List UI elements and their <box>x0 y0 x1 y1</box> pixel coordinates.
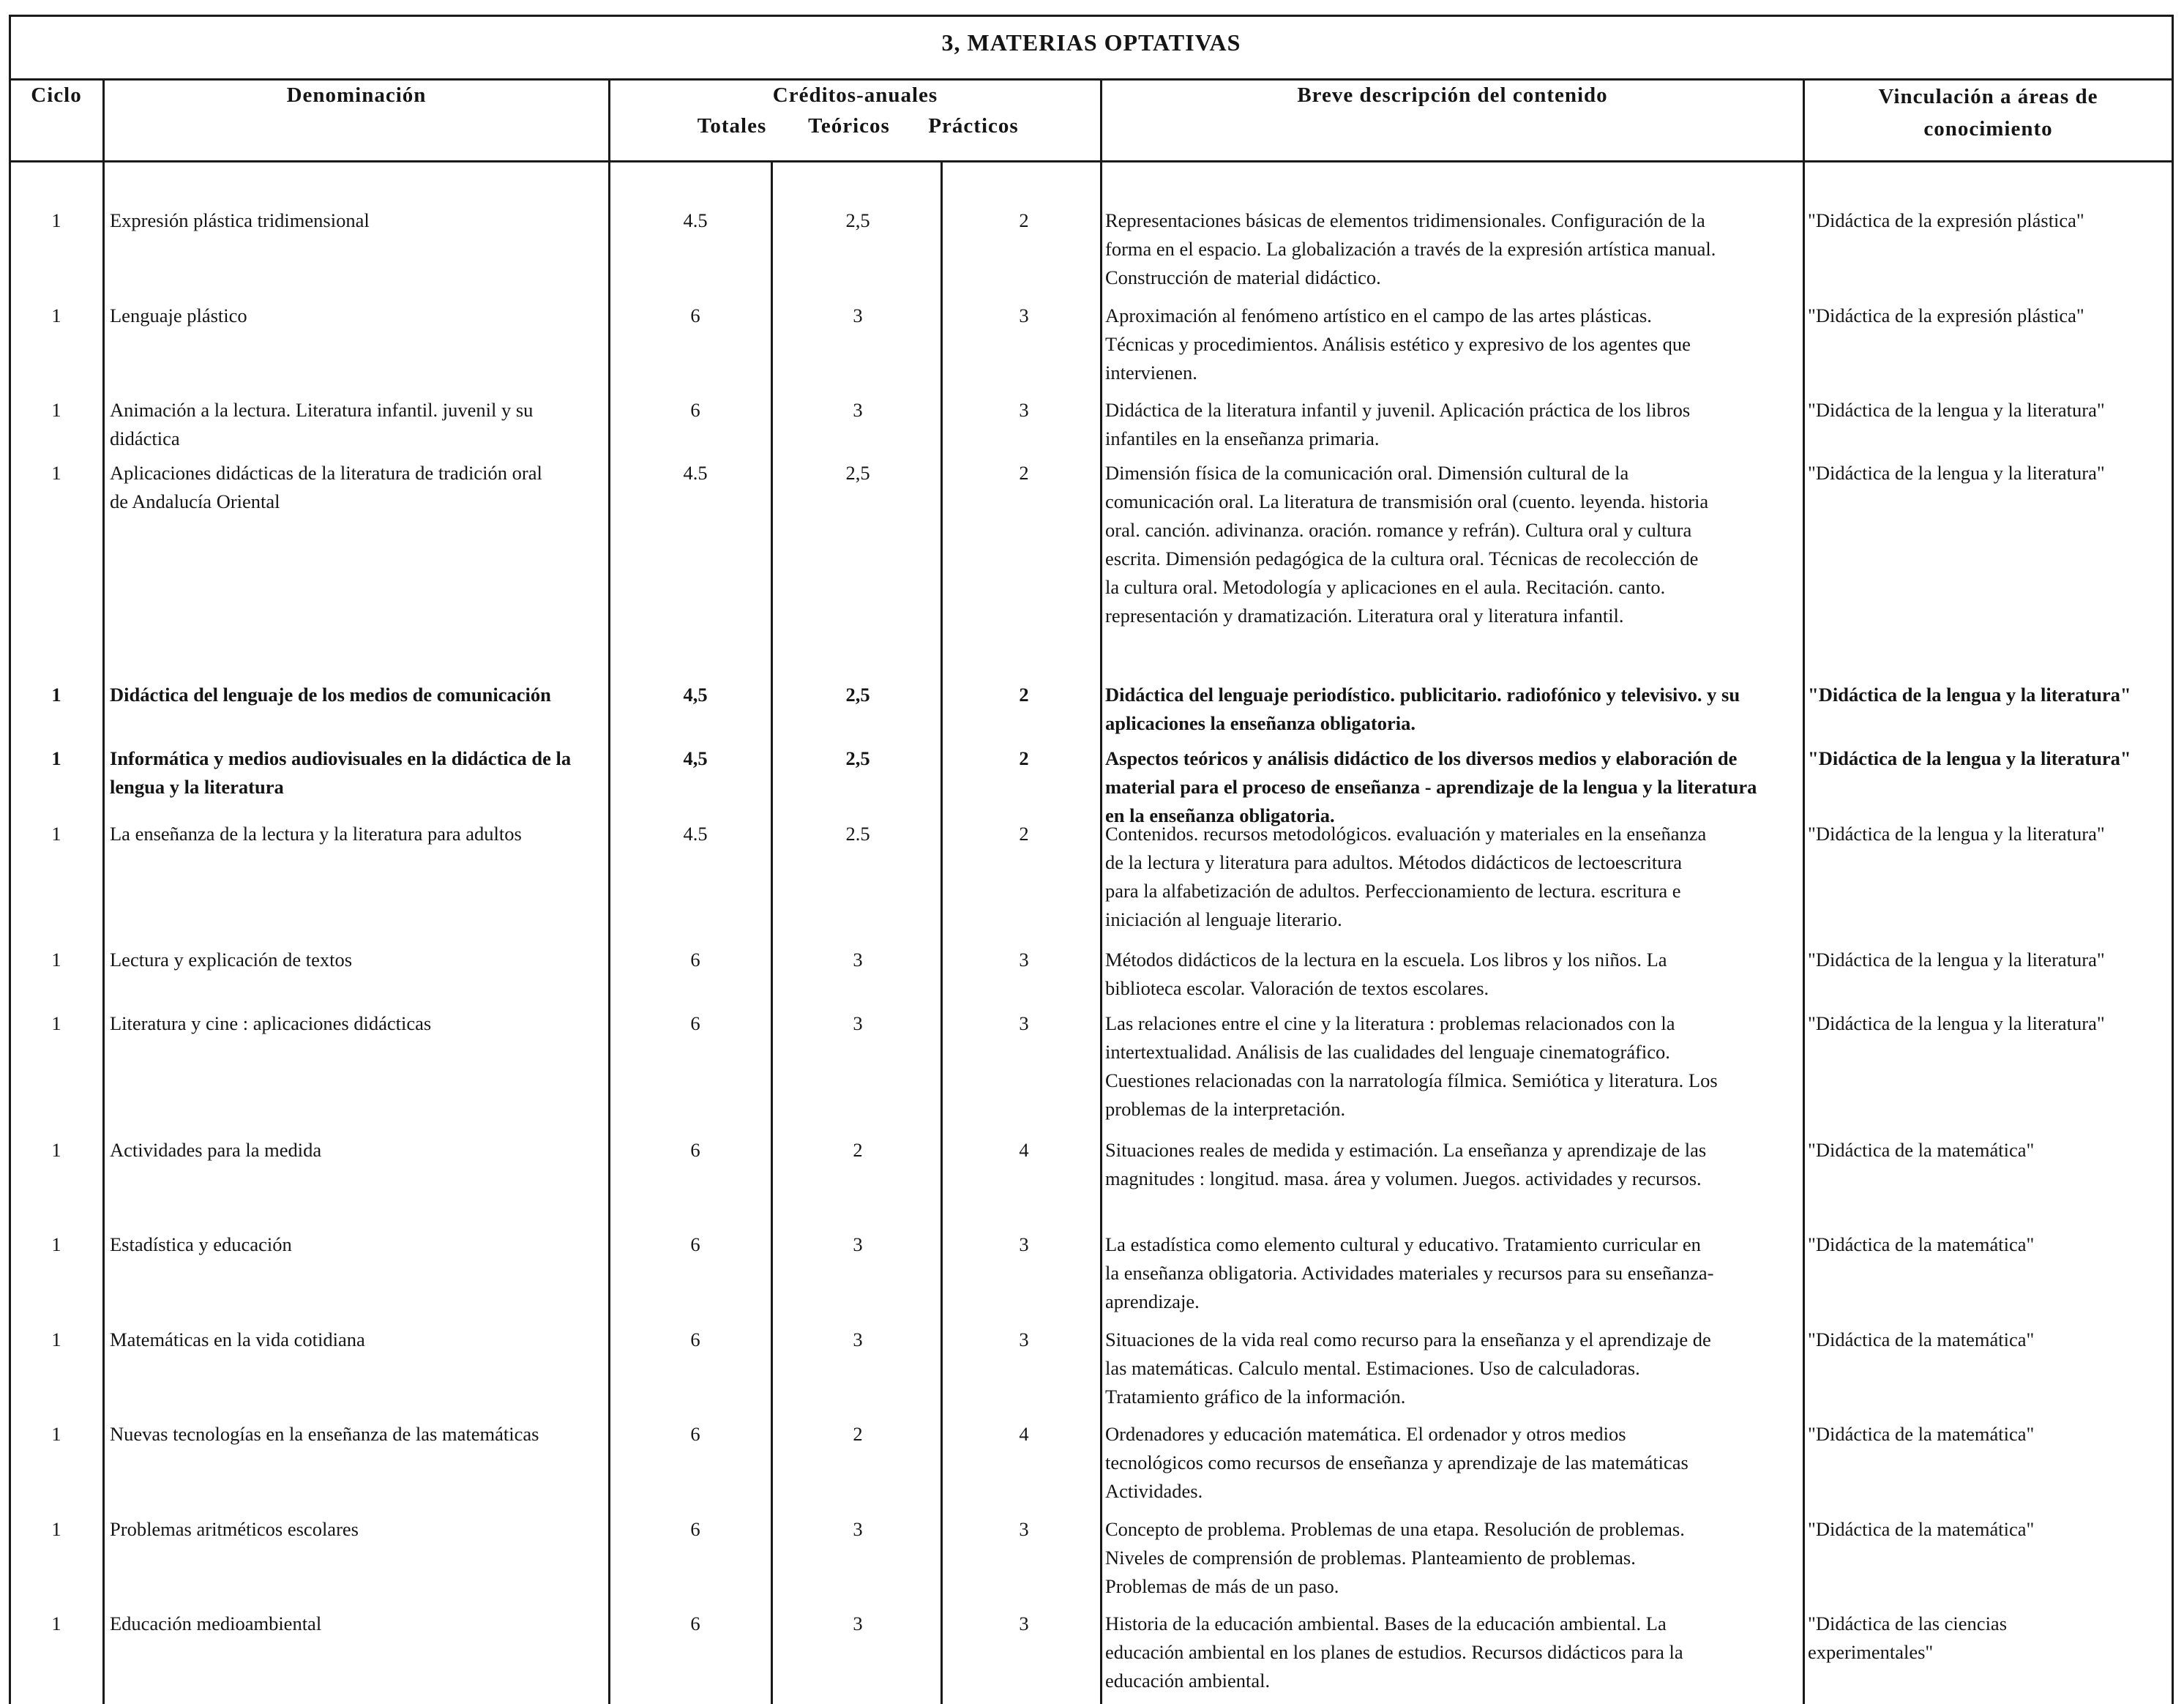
descripcion-line: Didáctica del lenguaje periodístico. publicitario. radiofónico y televisivo. y su <box>1105 684 1740 706</box>
teoricos-cell: 2,5 <box>845 684 870 706</box>
practicos-cell: 2 <box>1019 747 1029 769</box>
descripcion-line: intertextualidad. Análisis de las cualidades del lenguaje cinematográfico. <box>1105 1041 1670 1063</box>
teoricos-cell: 2 <box>853 1423 863 1445</box>
denominacion-cell: Lectura y explicación de textos <box>110 949 353 971</box>
vinculacion-cell: "Didáctica de la lengua y la literatura" <box>1808 823 2105 845</box>
practicos-cell: 3 <box>1019 949 1029 971</box>
ciclo-cell: 1 <box>51 1139 61 1161</box>
totales-cell: 4.5 <box>683 823 708 845</box>
vinculacion-cell: "Didáctica de la matemática" <box>1808 1518 2035 1540</box>
vinculacion-cell: "Didáctica de las ciencias <box>1808 1613 2008 1634</box>
ciclo-cell: 1 <box>51 747 61 769</box>
descripcion-line: infantiles en la enseñanza primaria. <box>1105 427 1380 449</box>
descripcion-line: Aspectos teóricos y análisis didáctico de los diversos medios y elaboración de <box>1105 747 1738 769</box>
totales-cell: 6 <box>690 949 700 971</box>
totales-cell: 6 <box>690 1233 700 1255</box>
header-denominacion: Denominación <box>286 83 427 107</box>
vinculacion-cell: experimentales" <box>1808 1641 1934 1663</box>
vinculacion-cell: "Didáctica de la matemática" <box>1808 1329 2035 1350</box>
denominacion-cell: Literatura y cine : aplicaciones didácticas <box>110 1012 432 1034</box>
teoricos-cell: 3 <box>853 1613 863 1634</box>
descripcion-line: aplicaciones la enseñanza obligatoria. <box>1105 712 1416 734</box>
vinculacion-cell: "Didáctica de la lengua y la literatura" <box>1808 399 2105 421</box>
teoricos-cell: 2,5 <box>845 209 870 231</box>
vinculacion-cell: "Didáctica de la matemática" <box>1808 1233 2035 1255</box>
col-sep-totales <box>771 160 773 1704</box>
teoricos-cell: 3 <box>853 304 863 326</box>
practicos-cell: 3 <box>1019 1329 1029 1350</box>
denominacion-cell: La enseñanza de la lectura y la literatura para adultos <box>110 823 522 845</box>
descripcion-line: de la lectura y literatura para adultos. Métodos didácticos de lectoescritura <box>1105 851 1683 873</box>
ciclo-cell: 1 <box>51 209 61 231</box>
descripcion-line: Situaciones de la vida real como recurso para la enseñanza y el aprendizaje de <box>1105 1329 1711 1350</box>
descripcion-line: Problemas de más de un paso. <box>1105 1575 1339 1597</box>
descripcion-line: problemas de la interpretación. <box>1105 1098 1346 1120</box>
col-sep-creditos <box>1100 78 1102 1704</box>
descripcion-line: Construcción de material didáctico. <box>1105 266 1381 288</box>
descripcion-line: aprendizaje. <box>1105 1290 1200 1312</box>
descripcion-line: oral. canción. adivinanza. oración. romance y refrán). Cultura oral y cultura <box>1105 519 1692 541</box>
descripcion-line: Las relaciones entre el cine y la literatura : problemas relacionados con la <box>1105 1012 1675 1034</box>
vinculacion-cell: "Didáctica de la expresión plástica" <box>1808 304 2084 326</box>
denominacion-cell: Informática y medios audiovisuales en la didáctica de la <box>110 747 572 769</box>
descripcion-line: educación ambiental en los planes de estudios. Recursos didácticos para la <box>1105 1641 1683 1663</box>
totales-cell: 6 <box>690 1139 700 1161</box>
frame-right <box>2172 15 2174 1704</box>
descripcion-line: Dimensión física de la comunicación oral. Dimensión cultural de la <box>1105 462 1629 484</box>
descripcion-line: Contenidos. recursos metodológicos. evaluación y materiales en la enseñanza <box>1105 823 1707 845</box>
vinculacion-cell: "Didáctica de la lengua y la literatura" <box>1808 684 2131 706</box>
denominacion-cell: lengua y la literatura <box>110 776 284 798</box>
denominacion-cell: Nuevas tecnologías en la enseñanza de las matemáticas <box>110 1423 539 1445</box>
denominacion-cell: Lenguaje plástico <box>110 304 247 326</box>
header-divider <box>9 160 2174 162</box>
ciclo-cell: 1 <box>51 1329 61 1350</box>
frame-top <box>9 15 2174 17</box>
descripcion-line: para la alfabetización de adultos. Perfeccionamiento de lectura. escritura e <box>1105 880 1681 902</box>
descripcion-line: material para el proceso de enseñanza - aprendizaje de la lengua y la literatura <box>1105 776 1757 798</box>
teoricos-cell: 2 <box>853 1139 863 1161</box>
totales-cell: 6 <box>690 399 700 421</box>
descripcion-line: Aproximación al fenómeno artístico en el campo de las artes plásticas. <box>1105 304 1652 326</box>
ciclo-cell: 1 <box>51 823 61 845</box>
col-sep-ciclo <box>102 78 105 1704</box>
vinculacion-cell: "Didáctica de la matemática" <box>1808 1423 2035 1445</box>
practicos-cell: 2 <box>1019 462 1029 484</box>
descripcion-line: Concepto de problema. Problemas de una etapa. Resolución de problemas. <box>1105 1518 1685 1540</box>
teoricos-cell: 3 <box>853 1012 863 1034</box>
ciclo-cell: 1 <box>51 1423 61 1445</box>
header-creditos: Créditos-anuales <box>772 83 938 107</box>
practicos-cell: 3 <box>1019 1233 1029 1255</box>
practicos-cell: 3 <box>1019 304 1029 326</box>
descripcion-line: Situaciones reales de medida y estimación. La enseñanza y aprendizaje de las <box>1105 1139 1707 1161</box>
denominacion-cell: Problemas aritméticos escolares <box>110 1518 359 1540</box>
ciclo-cell: 1 <box>51 399 61 421</box>
descripcion-line: La estadística como elemento cultural y educativo. Tratamiento curricular en <box>1105 1233 1701 1255</box>
descripcion-line: magnitudes : longitud. masa. área y volumen. Juegos. actividades y recursos. <box>1105 1167 1702 1189</box>
practicos-cell: 3 <box>1019 1012 1029 1034</box>
teoricos-cell: 3 <box>853 1329 863 1350</box>
descripcion-line: Ordenadores y educación matemática. El ordenador y otros medios <box>1105 1423 1626 1445</box>
ciclo-cell: 1 <box>51 462 61 484</box>
descripcion-line: biblioteca escolar. Valoración de textos escolares. <box>1105 977 1489 999</box>
descripcion-line: iniciación al lenguaje literario. <box>1105 908 1342 930</box>
descripcion-line: la enseñanza obligatoria. Actividades materiales y recursos para su enseñanza- <box>1105 1262 1714 1284</box>
teoricos-cell: 3 <box>853 1233 863 1255</box>
totales-cell: 6 <box>690 1518 700 1540</box>
teoricos-cell: 3 <box>853 1518 863 1540</box>
teoricos-cell: 3 <box>853 399 863 421</box>
descripcion-line: Niveles de comprensión de problemas. Planteamiento de problemas. <box>1105 1547 1636 1569</box>
denominacion-cell: Actividades para la medida <box>110 1139 322 1161</box>
denominacion-cell: Educación medioambiental <box>110 1613 322 1634</box>
descripcion-line: en la enseñanza obligatoria. <box>1105 804 1335 826</box>
totales-cell: 6 <box>690 1329 700 1350</box>
descripcion-line: forma en el espacio. La globalización a través de la expresión artística manual. <box>1105 238 1716 260</box>
practicos-cell: 2 <box>1019 823 1029 845</box>
totales-cell: 6 <box>690 304 700 326</box>
descripcion-line: Historia de la educación ambiental. Bases de la educación ambiental. La <box>1105 1613 1667 1634</box>
descripcion-line: intervienen. <box>1105 362 1197 384</box>
totales-cell: 6 <box>690 1613 700 1634</box>
practicos-cell: 4 <box>1019 1139 1029 1161</box>
col-sep-descripcion <box>1803 78 1805 1704</box>
denominacion-cell: Animación a la lectura. Literatura infantil. juvenil y su <box>110 399 534 421</box>
descripcion-line: Técnicas y procedimientos. Análisis estético y expresivo de los agentes que <box>1105 333 1691 355</box>
header-practicos: Prácticos <box>928 114 1019 138</box>
vinculacion-cell: "Didáctica de la lengua y la literatura" <box>1808 462 2105 484</box>
col-sep-teoricos <box>940 160 943 1704</box>
descripcion-line: las matemáticas. Calculo mental. Estimaciones. Uso de calculadoras. <box>1105 1357 1640 1379</box>
page-title: 3, MATERIAS OPTATIVAS <box>941 29 1241 56</box>
vinculacion-cell: "Didáctica de la expresión plástica" <box>1808 209 2084 231</box>
vinculacion-cell: "Didáctica de la lengua y la literatura" <box>1808 1012 2105 1034</box>
frame-left <box>9 15 11 1704</box>
descripcion-line: Actividades. <box>1105 1480 1203 1502</box>
totales-cell: 6 <box>690 1423 700 1445</box>
vinculacion-cell: "Didáctica de la lengua y la literatura" <box>1808 949 2105 971</box>
denominacion-cell: Expresión plástica tridimensional <box>110 209 370 231</box>
header-totales: Totales <box>697 114 767 138</box>
descripcion-line: la cultura oral. Metodología y aplicaciones en el aula. Recitación. canto. <box>1105 576 1666 598</box>
denominacion-cell: de Andalucía Oriental <box>110 490 280 512</box>
denominacion-cell: Matemáticas en la vida cotidiana <box>110 1329 365 1350</box>
denominacion-cell: Didáctica del lenguaje de los medios de comunicación <box>110 684 551 706</box>
ciclo-cell: 1 <box>51 1012 61 1034</box>
title-divider <box>9 78 2174 81</box>
header-descripcion: Breve descripción del contenido <box>1297 83 1608 107</box>
totales-cell: 4.5 <box>683 462 708 484</box>
header-vinculacion-line1: Vinculación a áreas de <box>1878 85 2098 108</box>
practicos-cell: 4 <box>1019 1423 1029 1445</box>
denominacion-cell: Aplicaciones didácticas de la literatura de tradición oral <box>110 462 542 484</box>
vinculacion-cell: "Didáctica de la matemática" <box>1808 1139 2035 1161</box>
descripcion-line: escrita. Dimensión pedagógica de la cultura oral. Técnicas de recolección de <box>1105 548 1699 569</box>
teoricos-cell: 2.5 <box>845 823 870 845</box>
descripcion-line: Métodos didácticos de la lectura en la escuela. Los libros y los niños. La <box>1105 949 1667 971</box>
ciclo-cell: 1 <box>51 684 61 706</box>
teoricos-cell: 2,5 <box>845 747 870 769</box>
practicos-cell: 2 <box>1019 684 1029 706</box>
totales-cell: 4.5 <box>683 209 708 231</box>
descripcion-line: Didáctica de la literatura infantil y juvenil. Aplicación práctica de los libros <box>1105 399 1691 421</box>
descripcion-line: Cuestiones relacionadas con la narratología fílmica. Semiótica y literatura. Los <box>1105 1069 1718 1091</box>
descripcion-line: educación ambiental. <box>1105 1670 1271 1692</box>
practicos-cell: 3 <box>1019 1613 1029 1634</box>
teoricos-cell: 2,5 <box>845 462 870 484</box>
header-teoricos: Teóricos <box>808 114 890 138</box>
descripcion-line: representación y dramatización. Literatura oral y literatura infantil. <box>1105 605 1624 627</box>
totales-cell: 4,5 <box>683 747 708 769</box>
totales-cell: 6 <box>690 1012 700 1034</box>
teoricos-cell: 3 <box>853 949 863 971</box>
vinculacion-cell: "Didáctica de la lengua y la literatura" <box>1808 747 2131 769</box>
col-sep-denominacion <box>608 78 610 1704</box>
ciclo-cell: 1 <box>51 304 61 326</box>
denominacion-cell: Estadística y educación <box>110 1233 292 1255</box>
ciclo-cell: 1 <box>51 1613 61 1634</box>
ciclo-cell: 1 <box>51 1518 61 1540</box>
header-ciclo: Ciclo <box>31 83 82 107</box>
totales-cell: 4,5 <box>683 684 708 706</box>
descripcion-line: tecnológicos como recursos de enseñanza y aprendizaje de las matemáticas <box>1105 1451 1689 1473</box>
denominacion-cell: didáctica <box>110 427 180 449</box>
ciclo-cell: 1 <box>51 1233 61 1255</box>
practicos-cell: 3 <box>1019 1518 1029 1540</box>
descripcion-line: comunicación oral. La literatura de transmisión oral (cuento. leyenda. historia <box>1105 490 1709 512</box>
descripcion-line: Representaciones básicas de elementos tridimensionales. Configuración de la <box>1105 209 1705 231</box>
practicos-cell: 2 <box>1019 209 1029 231</box>
ciclo-cell: 1 <box>51 949 61 971</box>
practicos-cell: 3 <box>1019 399 1029 421</box>
header-vinculacion-line2: conocimiento <box>1923 117 2053 141</box>
descripcion-line: Tratamiento gráfico de la información. <box>1105 1386 1406 1408</box>
